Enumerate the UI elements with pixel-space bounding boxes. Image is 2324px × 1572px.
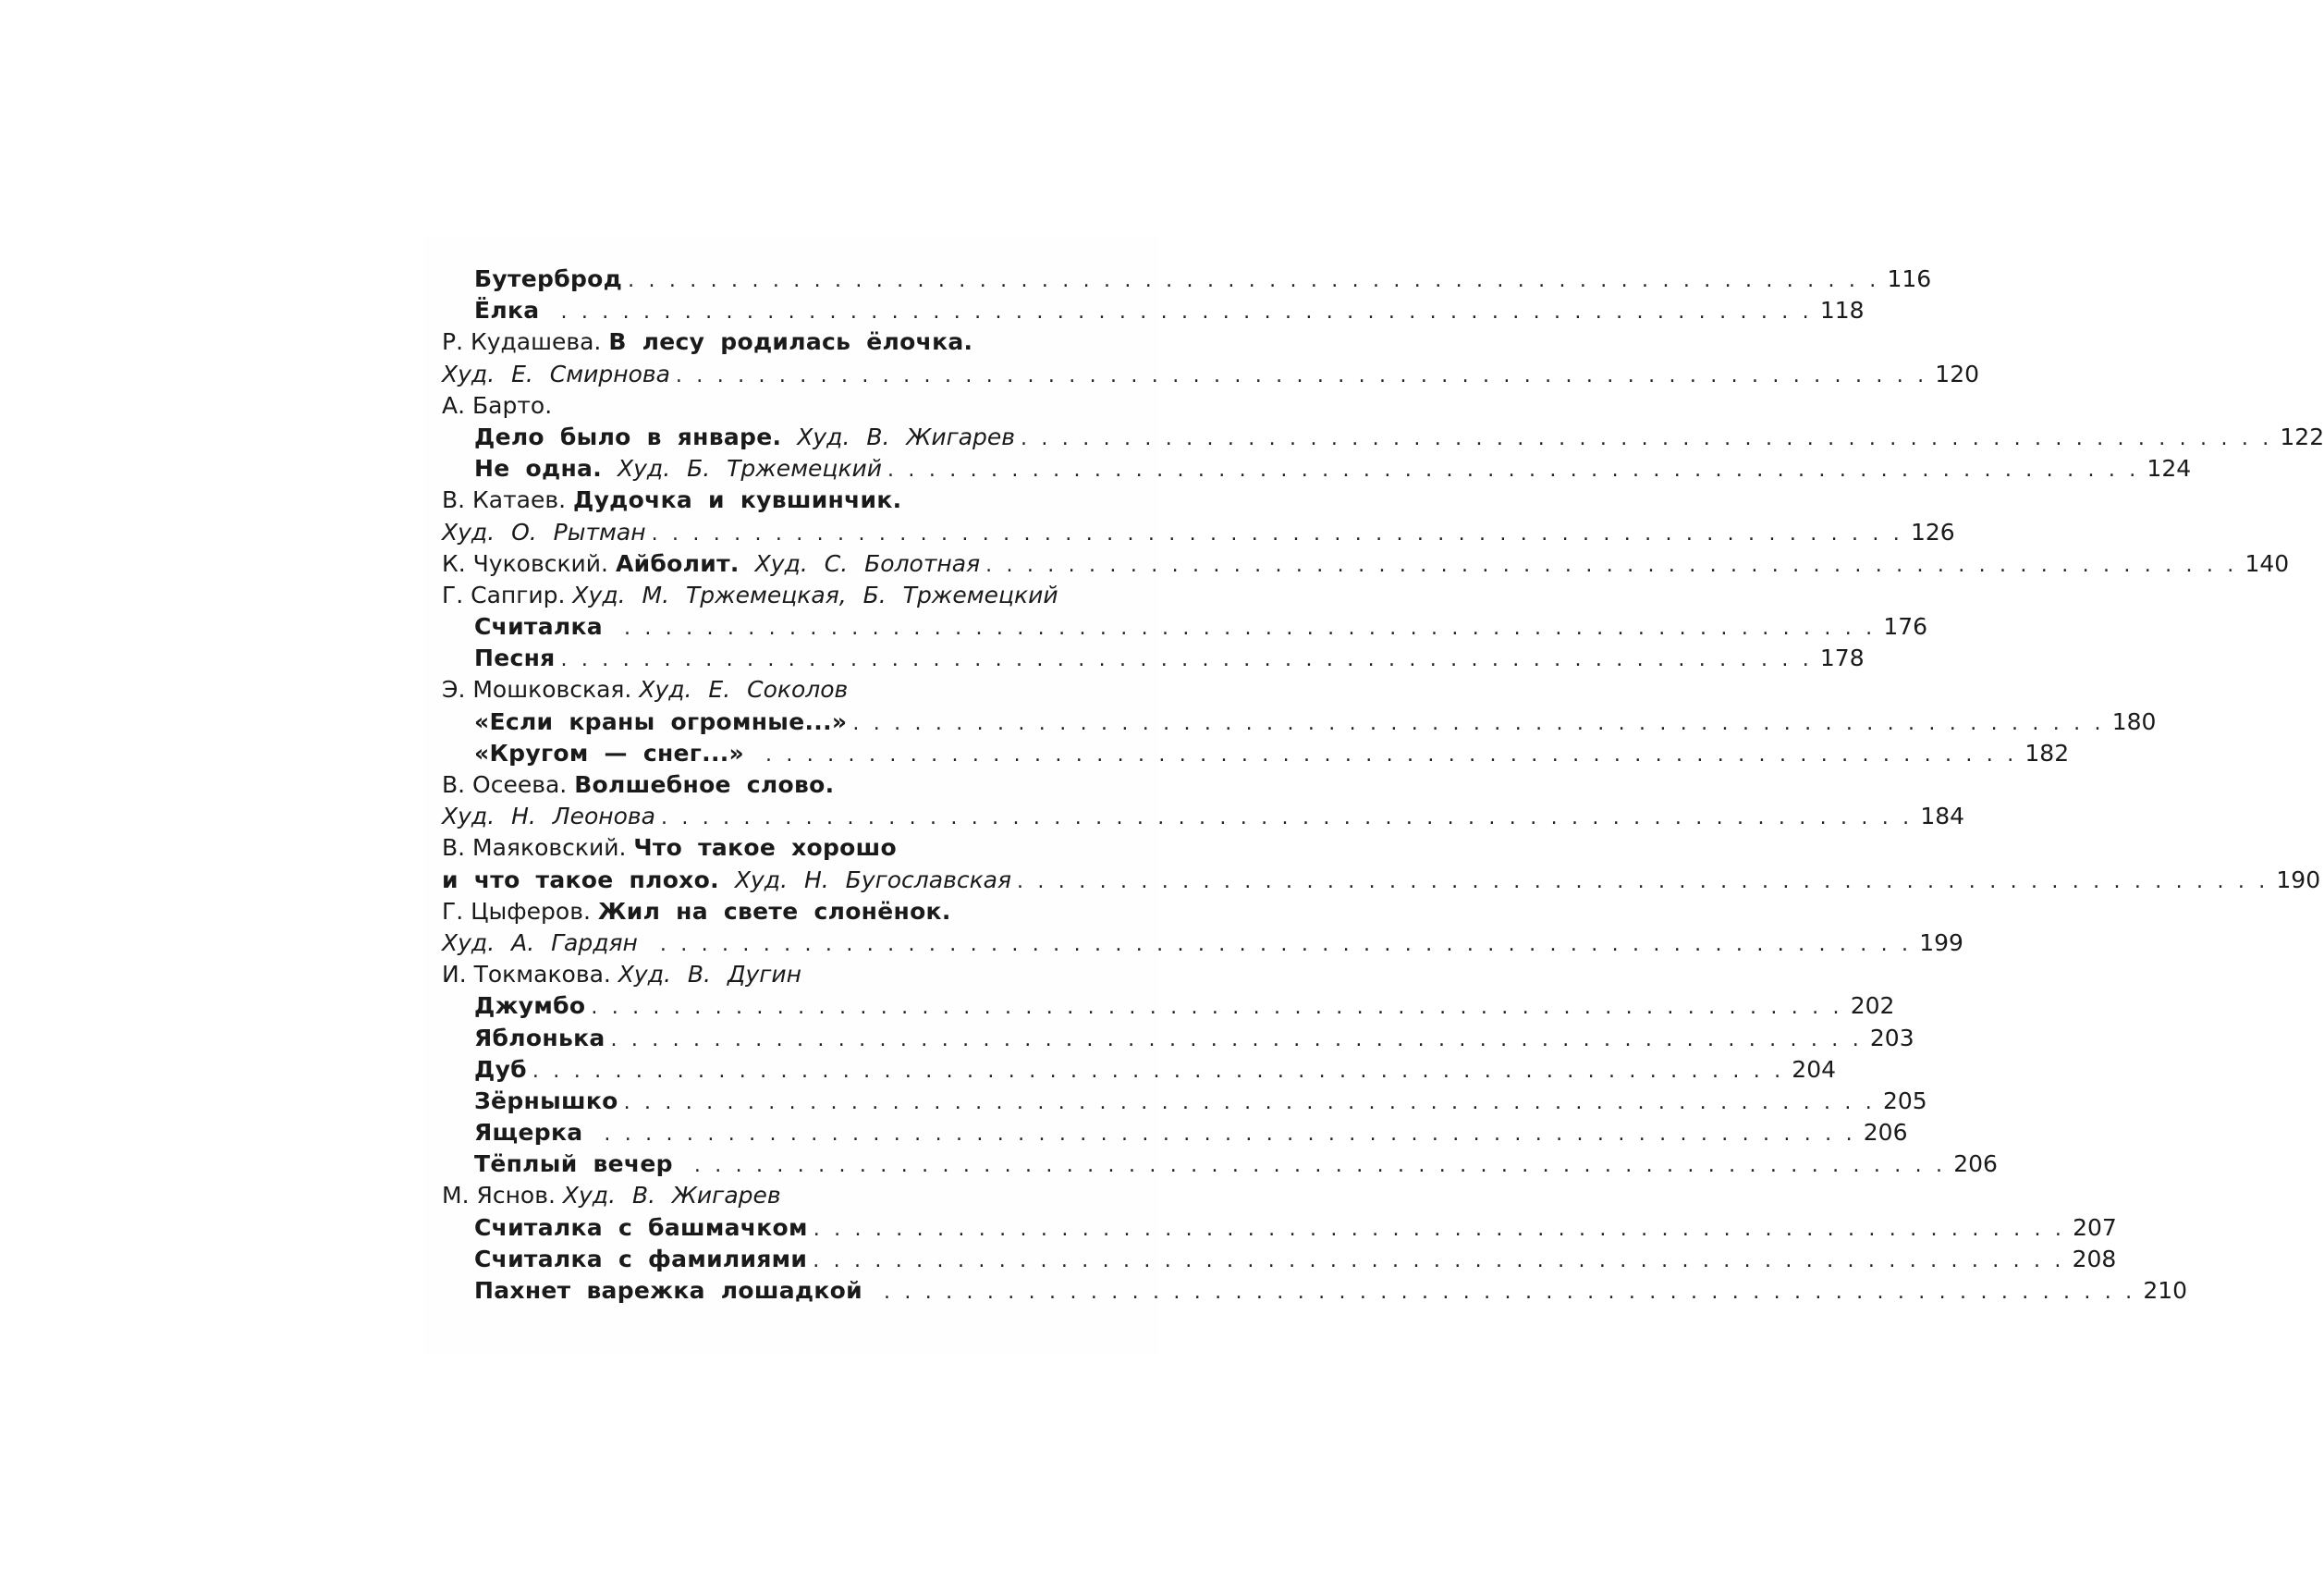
- toc-title: Дуб: [474, 1055, 527, 1083]
- toc-leader-dots: . . . . . . . . . . . . . . . . . . . . . . . . . . . . . . . . . . . . . . . . . . . . . . . . . . . . . . . . . . . . .: [985, 553, 2238, 577]
- toc-title: Песня: [474, 645, 556, 672]
- toc-page-number: 206: [1953, 1150, 1998, 1178]
- toc-page-number: 190: [2276, 866, 2321, 893]
- toc-title: Бутерброд: [474, 265, 623, 292]
- toc-leader-dots: . . . . . . . . . . . . . . . . . . . . . . . . . . . . . . . . . . . . . . . . . . . . . . . . . . . . . . . . . . . . .: [883, 1281, 2136, 1304]
- toc-leader-dots: . . . . . . . . . . . . . . . . . . . . . . . . . . . . . . . . . . . . . . . . . . . . . . . . . . . . . . . . . . . . .: [1021, 426, 2273, 450]
- toc-title: Яблонька: [474, 1024, 605, 1051]
- toc-entry: [442, 1086, 1927, 1117]
- toc-page-number: 122: [2280, 423, 2324, 450]
- toc-title: Считалка с башмачком: [474, 1213, 808, 1241]
- toc-illustrator: Худ. Е. Смирнова: [442, 360, 670, 387]
- toc-page-number: 203: [1869, 1024, 1914, 1051]
- toc-illustrator: Худ. М. Тржемецкая, Б. Тржемецкий: [572, 581, 1058, 608]
- toc-author: А. Барто.: [442, 391, 553, 419]
- toc-entry: [442, 706, 2157, 738]
- toc-leader-dots: . . . . . . . . . . . . . . . . . . . . . . . . . . . . . . . . . . . . . . . . . . . . . . . . . . . . . . . . . . . . .: [693, 1154, 1947, 1178]
- toc-entry: [442, 390, 1123, 422]
- toc-author: И. Токмакова.: [442, 961, 618, 989]
- toc-title: «Кругом — снег...»: [474, 739, 761, 767]
- toc-illustrator: Худ. Н. Леонова: [442, 803, 655, 830]
- toc-page-number: 182: [2024, 739, 2070, 767]
- toc-entry: [442, 738, 2070, 769]
- toc-author: В. Осеева.: [442, 771, 575, 798]
- toc-title: В лесу родилась ёлочка.: [608, 328, 973, 356]
- toc-entry: [442, 326, 1123, 358]
- toc-entry: [442, 422, 2324, 453]
- toc-title: Дело было в январе.: [474, 423, 798, 450]
- table-of-contents: [442, 264, 2324, 1307]
- toc-entry: [442, 295, 1865, 326]
- toc-entry: [442, 1148, 1998, 1180]
- toc-leader-dots: . . . . . . . . . . . . . . . . . . . . . . . . . . . . . . . . . . . . . . . . . . . . . . . . . . . . . . . . . . . . .: [887, 459, 2140, 483]
- toc-entry: [442, 990, 1895, 1022]
- toc-page-number: 206: [1863, 1119, 1908, 1147]
- toc-entry: [442, 580, 1123, 611]
- toc-entry: [442, 611, 1928, 643]
- toc-title: Считалка с фамилиями: [474, 1245, 808, 1272]
- toc-author: В. Катаев.: [442, 486, 574, 514]
- toc-author: Г. Сапгир.: [442, 581, 573, 608]
- toc-leader-dots: . . . . . . . . . . . . . . . . . . . . . . . . . . . . . . . . . . . . . . . . . . . . . . . . . . . . . . . . . . . . .: [604, 1123, 1856, 1147]
- toc-leader-dots: . . . . . . . . . . . . . . . . . . . . . . . . . . . . . . . . . . . . . . . . . . . . . . . . . . . . . . . . . . . . .: [610, 1027, 1863, 1051]
- toc-entry: [442, 1054, 1837, 1086]
- toc-title: Ящерка: [474, 1119, 599, 1147]
- toc-title: «Если краны огромные...»: [474, 707, 848, 735]
- toc-illustrator: Худ. Б. Тржемецкий: [618, 455, 883, 483]
- toc-entry: [442, 1117, 1908, 1148]
- toc-page-number: 202: [1850, 992, 1895, 1020]
- toc-title: Считалка: [474, 613, 618, 641]
- toc-author: Э. Мошковская.: [442, 676, 640, 704]
- toc-author: М. Яснов.: [442, 1182, 563, 1210]
- toc-title: Волшебное слово.: [574, 771, 835, 798]
- toc-entry: [442, 674, 1123, 706]
- toc-page-number: 140: [2244, 549, 2290, 577]
- toc-leader-dots: . . . . . . . . . . . . . . . . . . . . . . . . . . . . . . . . . . . . . . . . . . . . . . . . . . . . . . . . . . . . .: [623, 1090, 1876, 1114]
- toc-leader-dots: . . . . . . . . . . . . . . . . . . . . . . . . . . . . . . . . . . . . . . . . . . . . . . . . . . . . . . . . . . . . .: [765, 743, 2018, 767]
- toc-page-number: 116: [1887, 265, 1932, 292]
- toc-entry: [442, 1275, 2188, 1307]
- toc-title: Не одна.: [474, 455, 618, 483]
- toc-entry: [442, 548, 2290, 580]
- toc-page-number: 176: [1883, 613, 1928, 641]
- book-page: [423, 236, 2324, 1355]
- toc-author: Р. Кудашева.: [442, 328, 609, 356]
- toc-entry: [442, 801, 1965, 832]
- toc-title: Айболит.: [615, 549, 755, 577]
- toc-page-number: 210: [2143, 1277, 2188, 1304]
- toc-title: Тёплый вечер: [474, 1150, 689, 1178]
- toc-title: Дудочка и кувшинчик.: [573, 486, 902, 514]
- toc-leader-dots: . . . . . . . . . . . . . . . . . . . . . . . . . . . . . . . . . . . . . . . . . . . . . . . . . . . . . . . . . . . . .: [623, 617, 1877, 641]
- toc-title: Что такое хорошо: [633, 834, 897, 862]
- toc-entry: [442, 896, 1123, 927]
- toc-page-number: 204: [1792, 1055, 1837, 1083]
- toc-author: Г. Цыферов.: [442, 897, 598, 925]
- toc-leader-dots: . . . . . . . . . . . . . . . . . . . . . . . . . . . . . . . . . . . . . . . . . . . . . . . . . . . . . . . . . . . . .: [675, 363, 1928, 387]
- toc-entry: [442, 832, 1123, 864]
- toc-entry: [442, 485, 1123, 516]
- toc-leader-dots: . . . . . . . . . . . . . . . . . . . . . . . . . . . . . . . . . . . . . . . . . . . . . . . . . . . . . . . . . . . . .: [852, 711, 2105, 735]
- toc-page-number: 124: [2147, 455, 2192, 483]
- toc-entry: [442, 643, 1865, 674]
- toc-illustrator: Худ. Н. Бугославская: [734, 866, 1012, 893]
- toc-leader-dots: . . . . . . . . . . . . . . . . . . . . . . . . . . . . . . . . . . . . . . . . . . . . . . . . . . . . . . . . . . . . .: [560, 301, 1813, 325]
- toc-leader-dots: . . . . . . . . . . . . . . . . . . . . . . . . . . . . . . . . . . . . . . . . . . . . . . . . . . . . . . . . . . . . .: [1017, 869, 2269, 893]
- toc-entry: [442, 1244, 2117, 1275]
- toc-title: Джумбо: [474, 992, 586, 1020]
- toc-entry: [442, 1180, 1123, 1211]
- toc-entry: [442, 927, 1963, 959]
- toc-page-number: 118: [1819, 297, 1865, 325]
- toc-entry: [442, 359, 1980, 390]
- toc-entry: [442, 1023, 1914, 1054]
- toc-leader-dots: . . . . . . . . . . . . . . . . . . . . . . . . . . . . . . . . . . . . . . . . . . . . . . . . . . . . . . . . . . . . .: [660, 806, 1914, 830]
- toc-leader-dots: . . . . . . . . . . . . . . . . . . . . . . . . . . . . . . . . . . . . . . . . . . . . . . . . . . . . . . . . . . . . .: [813, 1248, 2065, 1272]
- toc-leader-dots: . . . . . . . . . . . . . . . . . . . . . . . . . . . . . . . . . . . . . . . . . . . . . . . . . . . . . . . . . . . . .: [560, 648, 1813, 672]
- toc-entry: [442, 959, 1123, 990]
- toc-illustrator: Худ. В. Жигарев: [562, 1182, 781, 1210]
- toc-illustrator: Худ. В. Жигарев: [797, 423, 1016, 450]
- toc-entry: [442, 865, 2321, 896]
- toc-illustrator: Худ. С. Болотная: [754, 549, 981, 577]
- toc-title: Жил на свете слонёнок.: [597, 897, 951, 925]
- toc-illustrator: Худ. А. Гардян: [442, 928, 654, 956]
- toc-title: Ёлка: [474, 297, 556, 325]
- toc-entry: [442, 264, 1932, 295]
- toc-leader-dots: . . . . . . . . . . . . . . . . . . . . . . . . . . . . . . . . . . . . . . . . . . . . . . . . . . . . . . . . . . . . .: [628, 269, 1880, 292]
- toc-entry: [442, 1212, 2117, 1244]
- toc-page-number: 207: [2073, 1213, 2117, 1241]
- toc-title: Зёрнышко: [474, 1087, 618, 1114]
- toc-page-number: 184: [1920, 803, 1965, 830]
- toc-page-number: 208: [2072, 1245, 2117, 1272]
- toc-page-number: 178: [1819, 645, 1865, 672]
- toc-entry: [442, 453, 2192, 485]
- toc-leader-dots: . . . . . . . . . . . . . . . . . . . . . . . . . . . . . . . . . . . . . . . . . . . . . . . . . . . . . . . . . . . . .: [651, 522, 1903, 546]
- toc-author: К. Чуковский.: [442, 549, 616, 577]
- toc-page-number: 126: [1910, 518, 1955, 546]
- toc-page-number: 180: [2111, 707, 2157, 735]
- toc-illustrator: Худ. В. Дугин: [618, 961, 801, 989]
- toc-leader-dots: . . . . . . . . . . . . . . . . . . . . . . . . . . . . . . . . . . . . . . . . . . . . . . . . . . . . . . . . . . . . .: [659, 932, 1913, 956]
- toc-entry: [442, 517, 1955, 548]
- toc-leader-dots: . . . . . . . . . . . . . . . . . . . . . . . . . . . . . . . . . . . . . . . . . . . . . . . . . . . . . . . . . . . . .: [591, 996, 1843, 1020]
- toc-page-number: 120: [1935, 360, 1980, 387]
- toc-entry: [442, 769, 1123, 801]
- toc-title: и что такое плохо.: [442, 866, 735, 893]
- toc-page-number: 205: [1882, 1087, 1927, 1114]
- toc-author: В. Маяковский.: [442, 834, 634, 862]
- toc-illustrator: Худ. Е. Соколов: [639, 676, 849, 704]
- toc-illustrator: Худ. О. Рытман: [442, 518, 646, 546]
- toc-leader-dots: . . . . . . . . . . . . . . . . . . . . . . . . . . . . . . . . . . . . . . . . . . . . . . . . . . . . . . . . . . . . .: [532, 1059, 1785, 1083]
- toc-page-number: 199: [1919, 928, 1963, 956]
- toc-leader-dots: . . . . . . . . . . . . . . . . . . . . . . . . . . . . . . . . . . . . . . . . . . . . . . . . . . . . . . . . . . . . .: [813, 1217, 2066, 1241]
- toc-title: Пахнет варежка лошадкой: [474, 1277, 878, 1304]
